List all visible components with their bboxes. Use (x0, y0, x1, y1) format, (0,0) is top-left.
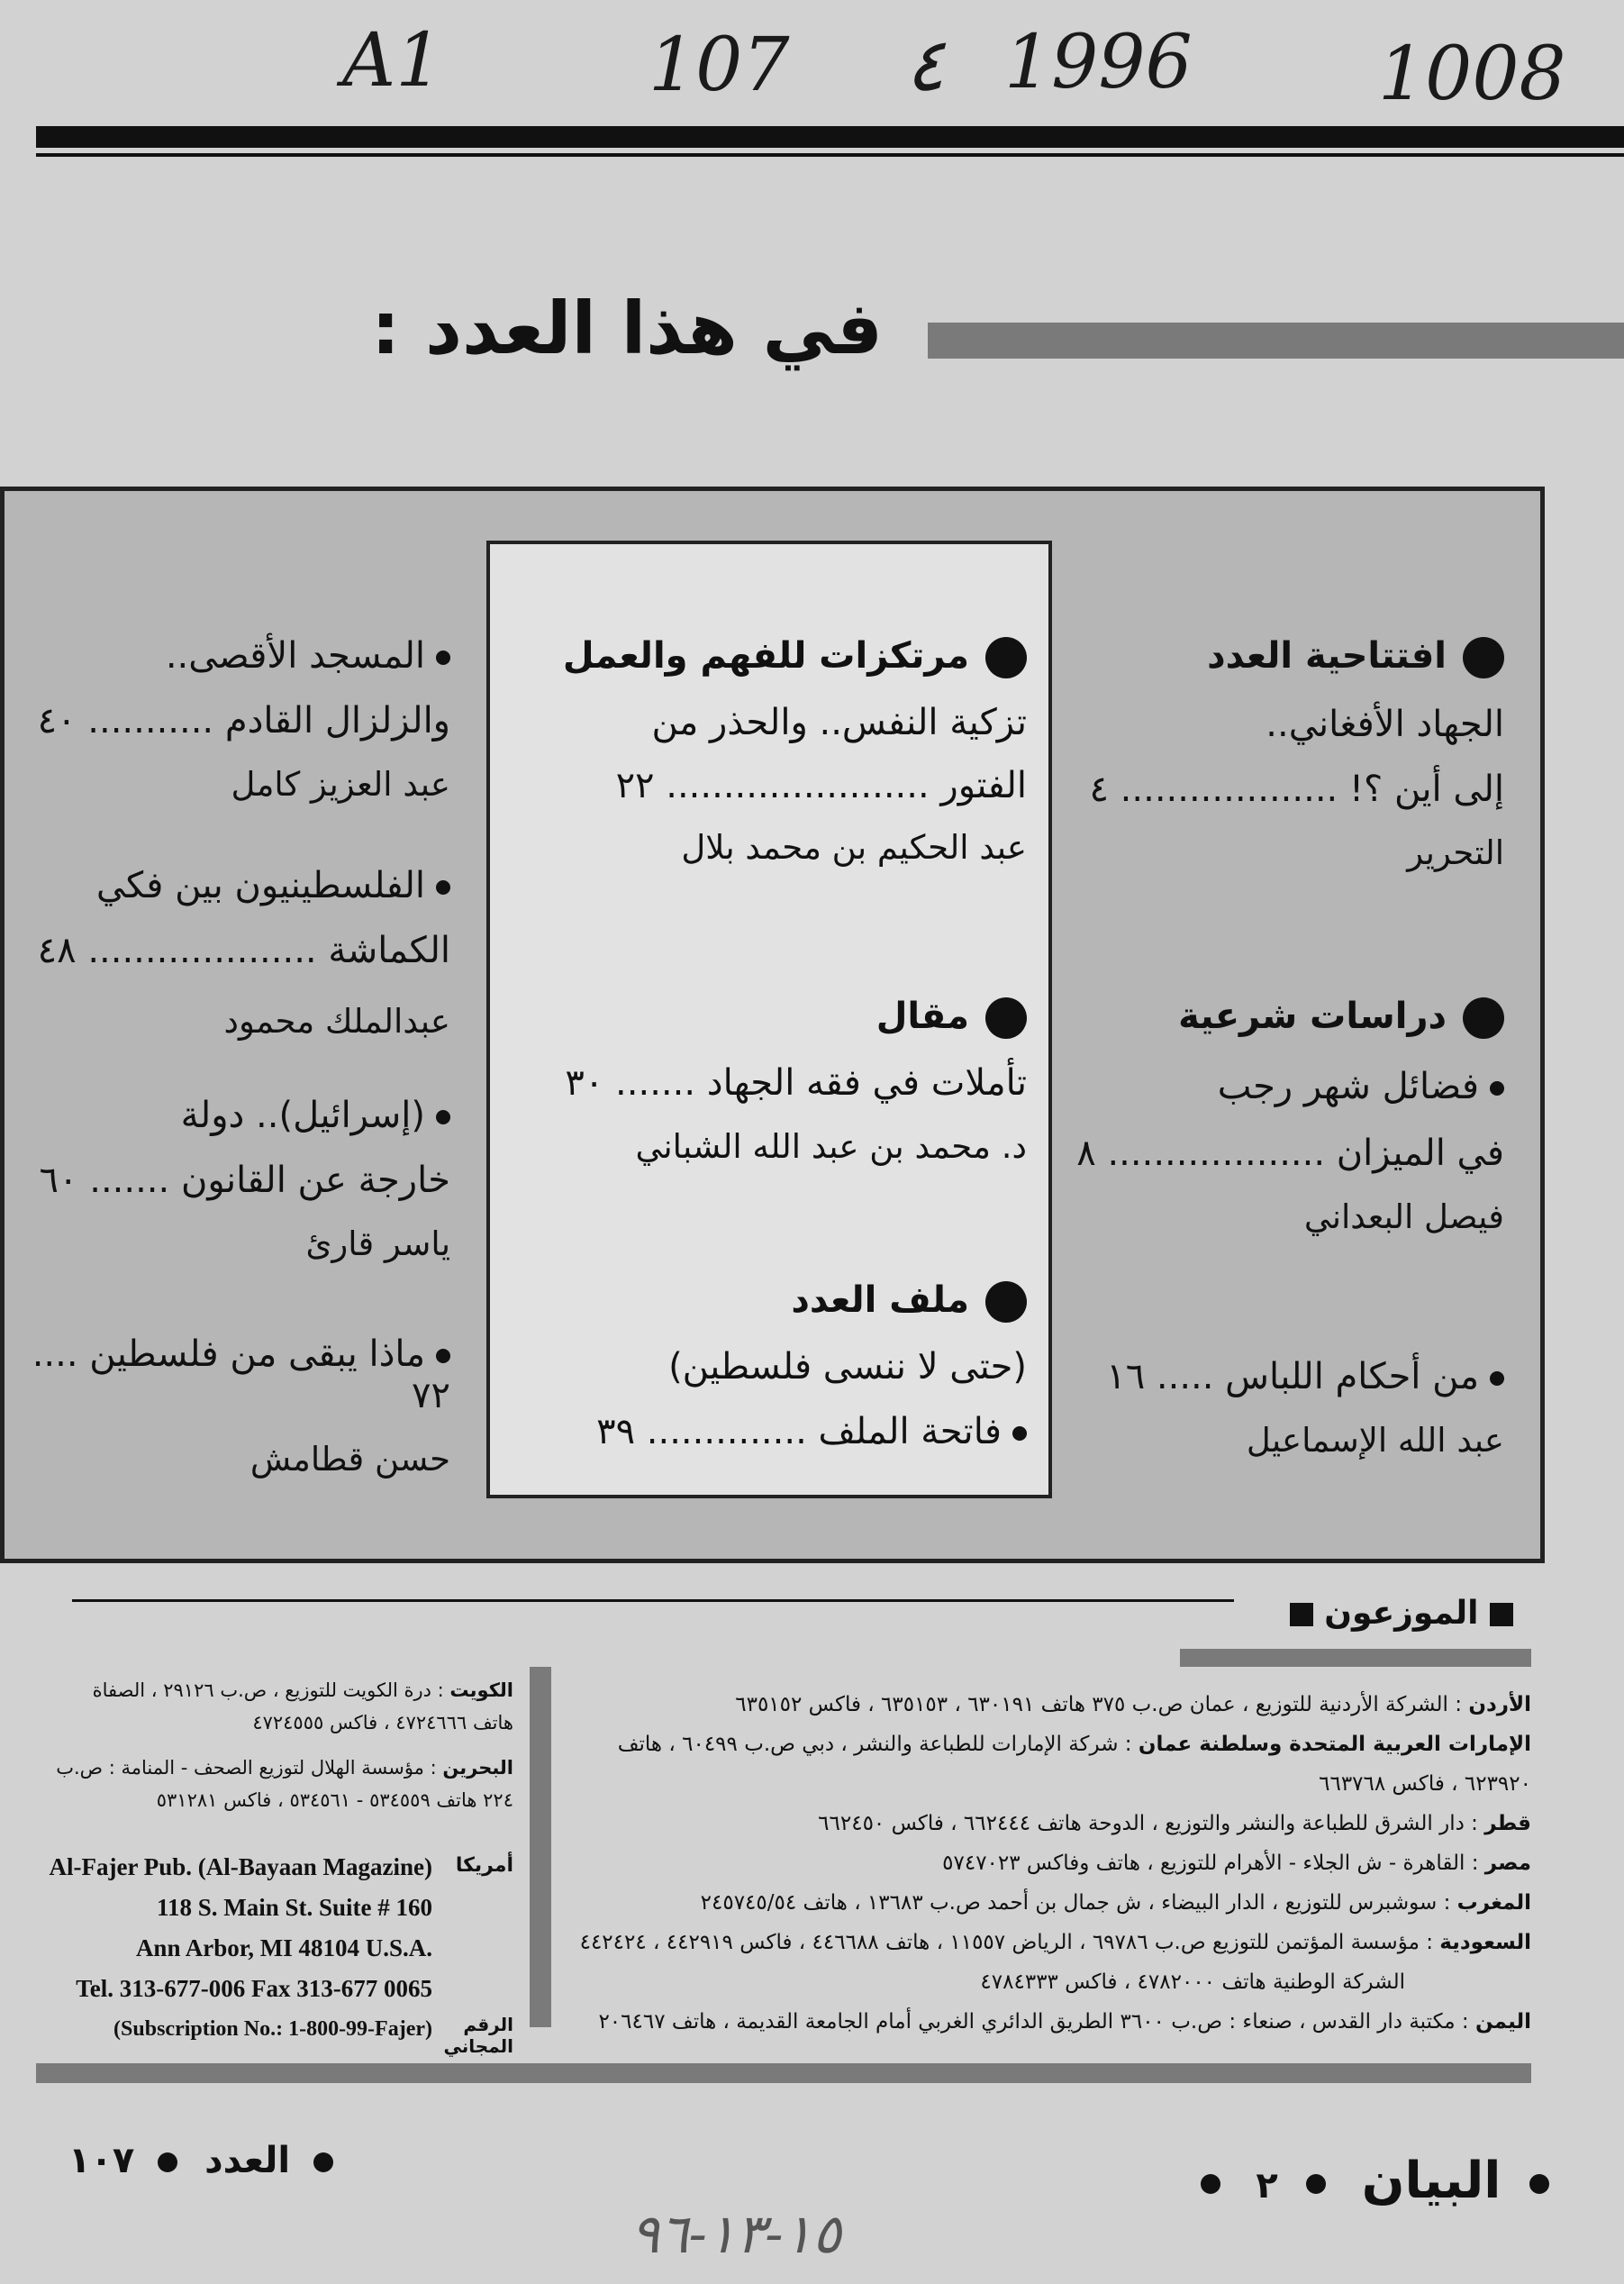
bullet-icon (1463, 997, 1504, 1039)
handwritten-issue: 107 (649, 23, 790, 108)
distributors-title: الموزعون (1243, 1595, 1513, 1632)
handwritten-month: ٤ (905, 23, 946, 108)
distributors-divider (530, 1667, 551, 2027)
toc-left-4: ماذا يبقى من فلسطين .... ٧٢ حسن قطامش (32, 1333, 450, 1479)
toc-right-3: من أحكام اللباس ..... ١٦ عبد الله الإسماعيل (1106, 1356, 1504, 1460)
toc-right-1: افتتاحية العدد الجهاد الأفغاني.. إلى أين ؟! ................... ٤ التحرير (1089, 635, 1504, 872)
small-bullet-icon (1490, 1371, 1504, 1386)
small-bullet-icon (436, 880, 450, 895)
free-number-label: الرقم المجاني (443, 2014, 513, 2057)
bullet-icon (985, 637, 1027, 678)
usa-label: أمريكا (455, 1854, 513, 1877)
page-title: في هذا العدد : (371, 287, 883, 370)
bullet-icon (985, 997, 1027, 1039)
toc-left-2: الفلسطينيون بين فكي الكماشة .................... ٤٨ عبدالملك محمود (37, 865, 450, 1041)
handwritten-stamp: ١٥-١٣-٩٦ (631, 2203, 841, 2266)
top-rule-thin (36, 153, 1624, 157)
toc-center-1: مرتكزات للفهم والعمل تزكية النفس.. والحذر من الفتور ....................... ٢٢ عبد الحكيم بن محمد بلال (562, 635, 1027, 867)
toc-left-1: المسجد الأقصى.. والزلزال القادم ........... ٤٠ عبد العزيز كامل (37, 635, 450, 804)
toc-left-3: (إسرائيل).. دولة خارجة عن القانون ....... ٦٠ ياسر قارئ (39, 1095, 450, 1263)
small-bullet-icon (436, 651, 450, 665)
distributors-right: الأردن : الشركة الأردنية للتوزيع ، عمان ص.ب ٣٧٥ هاتف ٦٣٠١٩١ ، ٦٣٥١٥٣ ، فاكس ٦٣٥١٥٢ الإمارات العربية المتحدة وسلطنة عمان : شركة الإمارات للطباعة والنشر ، دبي ص.ب ٦٠٤٩٩ ، هاتف ٦٢٣٩٢٠ ، فاكس ٦٦٣٧٦٨ قطر : دار الشرق للطباعة والنشر والتوزيع ، الدوحة هاتف ٦٦٢٤٤٤ ، فاكس ٦٦٢٤٥٠ مصر : القاهرة - ش الجلاء - الأهرام للتوزيع ، هاتف وفاكس ٥٧٤٧٠٢٣ المغرب : سوشبرس للتوزيع ، الدار البيضاء ، ش جمال بن أحمد ص.ب ١٣٦٨٣ ، هاتف ٢٤٥٧٤٥/٥٤ السعودية : مؤسسة المؤتمن للتوزيع ص.ب ٦٩٧٨٦ ، الرياض ١١٥٥٧ ، هاتف ٤٤٦٦٨٨ ، فاكس ٤٤٢٩١٩ ، ٤٤٢٤٢٤ الشركة الوطنية هاتف ٤٧٨٢٠٠٠ ، فاكس ٤٧٨٤٣٣٣ اليمن : مكتبة دار القدس ، صنعاء : ص.ب ٣٦٠٠ الطريق الدائري الغربي أمام الجامعة القديمة ، هاتف ٢٠٦٤٦٧ (579, 1693, 1531, 2034)
distributors-band (1180, 1649, 1531, 1667)
top-rule (36, 126, 1624, 148)
toc-right-2: دراسات شرعية فضائل شهر رجب في الميزان ................... ٨ فيصل البعداني (1076, 996, 1504, 1236)
bullet-icon (313, 2152, 333, 2172)
square-icon (1290, 1603, 1313, 1626)
heading-band (928, 323, 1624, 359)
handwritten-year: 1996 (1004, 20, 1193, 105)
bullet-icon (1463, 637, 1504, 678)
bullet-icon (985, 1281, 1027, 1323)
bullet-icon (1306, 2174, 1326, 2194)
bottom-band (36, 2063, 1531, 2083)
footer-magazine: البيان ٢ (1144, 2152, 1549, 2210)
small-bullet-icon (436, 1349, 450, 1363)
small-bullet-icon (436, 1110, 450, 1124)
small-bullet-icon (1012, 1426, 1027, 1441)
bullet-icon (158, 2152, 177, 2172)
bullet-icon (1201, 2174, 1220, 2194)
toc-center-3: ملف العدد (حتى لا ننسى فلسطين) فاتحة الملف .............. ٣٩ (596, 1279, 1027, 1452)
distributors-left: الكويت : درة الكويت للتوزيع ، ص.ب ٢٩١٢٦ ، الصفاة هاتف ٤٧٢٤٦٦٦ ، فاكس ٤٧٢٤٥٥٥ البحرين : مؤسسة الهلال لتوزيع الصحف - المنامة : ص.ب ٢٢٤ هاتف ٥٣٤٥٥٩ - ٥٣٤٥٦١ ، فاكس ٥٣١٢٨١ (56, 1679, 513, 1811)
square-icon (1490, 1603, 1513, 1626)
small-bullet-icon (1490, 1081, 1504, 1096)
usa-address: Al-Fajer Pub. (Al-Bayaan Magazine) 118 S. Main St. Suite # 160 Ann Arbor, MI 48104 U.S.A. Tel. 313-677-006 Fax 313-677 0065 (Subscription No.: 1-800-99-Fajer) (49, 1853, 432, 2041)
bullet-icon (1529, 2174, 1549, 2194)
footer-issue: العدد ١٠٧ (36, 2140, 333, 2181)
distributors-rule (72, 1599, 1234, 1602)
handwritten-code: A1 (342, 18, 443, 104)
toc-center-2: مقال تأملات في فقه الجهاد ....... ٣٠ د. محمد بن عبد الله الشباني (565, 996, 1027, 1166)
handwritten-page-ref: 1008 (1378, 32, 1566, 117)
